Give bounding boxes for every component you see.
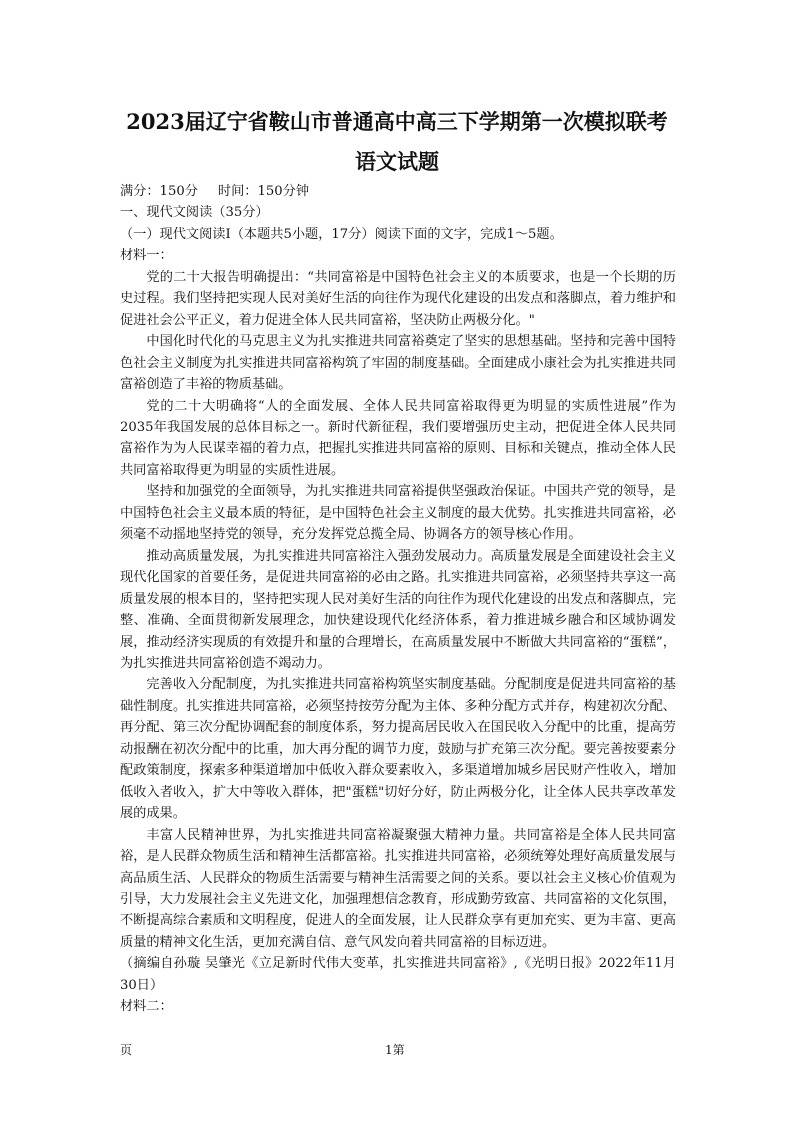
time-info: 时间：150分钟 [217,184,310,199]
material-label: 材料二： [120,999,173,1015]
paragraph: 坚持和加强党的全面领导，为扎实推进共同富裕提供坚强政治保证。中国共产党的领导，是中国特色社会主义最本质的特征，是中国特色社会主义制度的最大优势。扎实推进共同富裕，必须毫不动摇地坚持党的领导，充分发挥党总揽全局、协调各方的领导核心作用。 [120,484,676,543]
footer-page-number: 1第 [385,1043,405,1057]
exam-subtitle: 语文试题 [355,149,439,174]
score-info: 满分：150分 [120,184,198,199]
paragraph: 丰富人民精神世界，为扎实推进共同富裕凝聚强大精神力量。共同富裕是全体人民共同富裕，是人民群众物质生活和精神生活都富裕。扎实推进共同富裕，必须统筹处理好高质量发展与高品质生活、人民群众的物质生活需要与精神生活需要之间的关系。要以社会主义核心价值观为引导，大力发展社会主义先进文化，加强理想信念教育，形成勤劳致富、共同富裕的文化氛围，不断提高综合素质和文明程度，促进人的全面发展，让人民群众享有更加充实、更为丰富、更高质量的精神文化生活，更加充满自信、意气风发向着共同富裕的目标迈进。 [120,827,676,950]
paragraph: 完善收入分配制度，为扎实推进共同富裕构筑坚实制度基础。分配制度是促进共同富裕的基础性制度。扎实推进共同富裕，必须坚持按劳分配为主体、多种分配方式并存，构建初次分配、再分配、第三次分配协调配套的制度体系，努力提高居民收入在国民收入分配中的比重，提高劳动报酬在初次分配中的比重，加大再分配的调节力度，鼓励与扩充第三次分配。要完善按要素分配政策制度，探索多种渠道增加中低收入群众要素收入，多渠道增加城乡居民财产性收入，增加低收入者收入，扩大中等收入群体，把"蛋糕"切好分好，防止两极分化，让全体人民共享改革发展的成果。 [120,677,676,822]
material-label: 材料一： [120,248,173,264]
paragraph: 推动高质量发展，为扎实推进共同富裕注入强劲发展动力。高质量发展是全面建设社会主义现代化国家的首要任务，是促进共同富裕的必由之路。扎实推进共同富裕，必须坚持共享这一高质量发展的根本目的，坚持把实现人民对美好生活的向往作为现代化建设的出发点和落脚点，完整、准确、全面贯彻新发展理念，加快建设现代化经济体系，着力推进城乡融合和区域协调发展，推动经济实现质的有效提升和量的合理增长，在高质量发展中不断做大共同富裕的“蛋糕”，为扎实推进共同富裕创造不竭动力。 [120,548,676,671]
section-heading: 一、现代文阅读（35分） [120,205,269,221]
paragraph: 党的二十大报告明确提出：“共同富裕是中国特色社会主义的本质要求，也是一个长期的历史过程。我们坚持把实现人民对美好生活的向往作为现代化建设的出发点和落脚点，着力维护和促进社会公平正义，着力促进全体人民共同富裕，坚决防止两极分化。" [120,269,676,328]
paragraph: 中国化时代化的马克思主义为扎实推进共同富裕奠定了坚实的思想基础。坚持和完善中国特色社会主义制度为扎实推进共同富裕构筑了牢固的制度基础。全面建成小康社会为扎实推进共同富裕创造了丰裕的物质基础。 [120,334,676,393]
paragraph: 党的二十大明确将“人的全面发展、全体人民共同富裕取得更为明显的实质性进展”作为2035年我国发展的总体目标之一。新时代新征程，我们要增强历史主动，把促进全体人民共同富裕作为为人民谋幸福的着力点，把握扎实推进共同富裕的原则、目标和关键点，推动全体人民共同富裕取得更为明显的实质性进展。 [120,398,676,478]
citation: （摘编自孙璇 吴肇光《立足新时代伟大变革，扎实推进共同富裕》,《光明日报》2022年11月30日） [120,956,676,993]
exam-title: 2023届辽宁省鞍山市普通高中高三下学期第一次模拟联考 [126,109,668,134]
subsection-heading: （一）现代文阅读Ⅰ（本题共5小题，17分）阅读下面的文字，完成1～5题。 [120,226,563,242]
document-body [120,181,676,1018]
footer-page-label: 页 [120,1043,133,1057]
exam-meta [120,181,676,202]
